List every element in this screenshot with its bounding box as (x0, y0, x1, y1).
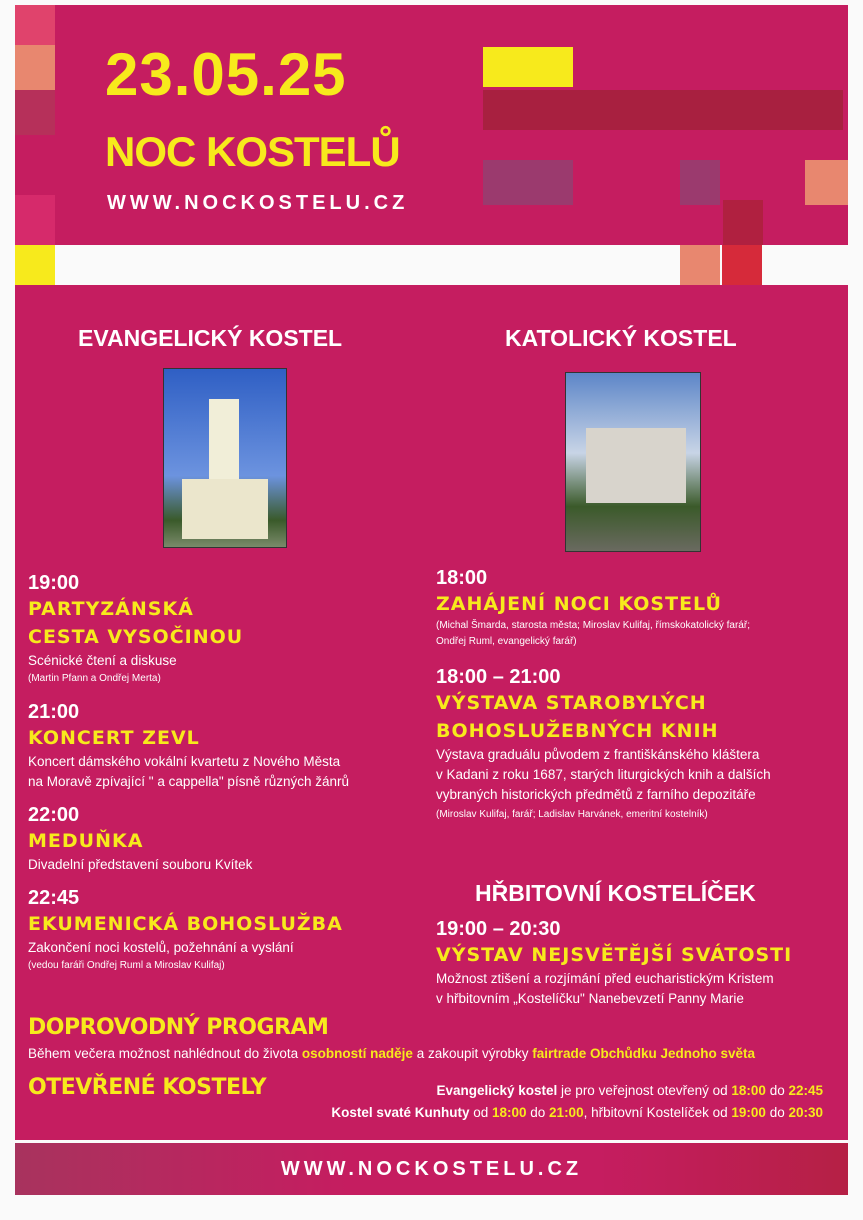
event-date: 23.05.25 (105, 41, 347, 108)
catholic-church-photo (565, 372, 701, 552)
text: do (526, 1105, 550, 1120)
left-events (28, 572, 418, 974)
cemetery-heading: HŘBITOVNÍ KOSTELÍČEK (475, 880, 756, 906)
event-note: (vedou faráři Ondřej Ruml a Miroslav Kulifaj) (28, 960, 225, 971)
event-title: BOHOSLUŽEBNÝCH KNIH (436, 720, 719, 742)
text: Během večera možnost nahlédnout do života (28, 1046, 302, 1061)
text: od (469, 1105, 492, 1120)
decor-square (680, 245, 720, 285)
footer-band (15, 1143, 848, 1195)
event-title: NOC KOSTELŮ (105, 128, 400, 175)
time: 19:00 (731, 1105, 766, 1120)
program-text (28, 1044, 755, 1064)
right-events (436, 567, 836, 823)
highlight: fairtrade Obchůdku Jednoho světa (532, 1046, 756, 1061)
event-title: PARTYZÁNSKÁ (28, 598, 194, 620)
left-heading: EVANGELICKÝ KOSTEL (78, 325, 343, 351)
time: 20:30 (788, 1105, 823, 1120)
event-desc: Divadelní představení souboru Kvítek (28, 857, 253, 872)
event-note: Ondřej Ruml, evangelický farář) (436, 636, 577, 647)
text: do (765, 1105, 789, 1120)
decor-square (15, 245, 55, 285)
event-time: 22:45 (28, 887, 80, 909)
event-note: (Michal Šmarda, starosta města; Miroslav Kulifaj, římskokatolický farář; (436, 620, 750, 631)
event-desc: na Moravě zpívající " a cappella" písně různých žánrů (28, 774, 350, 789)
open-line-1 (436, 1081, 823, 1101)
open-heading: OTEVŘENÉ KOSTELY (28, 1075, 266, 1100)
header-url[interactable]: WWW.NOCKOSTELU.CZ (107, 192, 409, 214)
event-time: 21:00 (28, 701, 80, 723)
event-title: EKUMENICKÁ BOHOSLUŽBA (28, 913, 343, 935)
event-desc: Zakončení noci kostelů, požehnání a vyslání (28, 940, 294, 955)
open-line-2 (331, 1103, 823, 1123)
text: Evangelický kostel (436, 1083, 558, 1098)
text: a zakoupit výrobky (412, 1046, 533, 1061)
event-note: (Miroslav Kulifaj, farář; Ladislav Harvánek, emeritní kostelník) (436, 809, 708, 820)
text: , hřbitovní Kostelíček od (583, 1105, 732, 1120)
event-time: 22:00 (28, 804, 80, 826)
time: 18:00 (731, 1083, 766, 1098)
decor-square (722, 245, 762, 285)
text: je pro veřejnost otevřený od (557, 1083, 732, 1098)
event-time: 18:00 (436, 567, 488, 589)
event-title: ZAHÁJENÍ NOCI KOSTELŮ (436, 593, 722, 615)
event-desc: vybraných historických předmětů z farního depozitáře (436, 787, 756, 802)
event-desc: Výstava graduálu původem z františkánského kláštera (436, 747, 760, 762)
text: do (765, 1083, 789, 1098)
highlight: osobností naděje (301, 1046, 413, 1061)
event-desc: Možnost ztišení a rozjímání před eucharistickým Kristem (436, 971, 774, 986)
time: 21:00 (549, 1105, 584, 1120)
event-title: KONCERT ZEVL (28, 727, 200, 749)
event-title: VÝSTAVA STAROBYLÝCH (436, 692, 707, 714)
right-heading: KATOLICKÝ KOSTEL (505, 325, 737, 351)
event-time: 18:00 – 21:00 (436, 666, 561, 688)
event-desc: Koncert dámského vokální kvartetu z Nového Města (28, 754, 341, 769)
event-time: 19:00 – 20:30 (436, 918, 561, 940)
evangelical-church-photo (163, 368, 287, 548)
cemetery-event (436, 918, 836, 1009)
footer-url[interactable]: WWW.NOCKOSTELU.CZ (280, 1158, 583, 1180)
event-time: 19:00 (28, 572, 80, 594)
event-desc: v hřbitovním „Kostelíčku" Nanebevzetí Panny Marie (436, 991, 744, 1006)
event-title: MEDUŇKA (28, 830, 144, 852)
time: 18:00 (491, 1105, 527, 1120)
event-desc: Scénické čtení a diskuse (28, 653, 177, 668)
program-heading: DOPROVODNÝ PROGRAM (28, 1015, 329, 1040)
event-note: (Martin Pfann a Ondřej Merta) (28, 673, 161, 684)
event-desc: v Kadani z roku 1687, starých liturgických knih a dalších (436, 767, 771, 782)
time: 22:45 (788, 1083, 823, 1098)
event-title: CESTA VYSOČINOU (28, 626, 244, 648)
event-title: VÝSTAV NEJSVĚTĚJŠÍ SVÁTOSTI (436, 944, 793, 966)
text: Kostel svaté Kunhuty (331, 1105, 470, 1120)
